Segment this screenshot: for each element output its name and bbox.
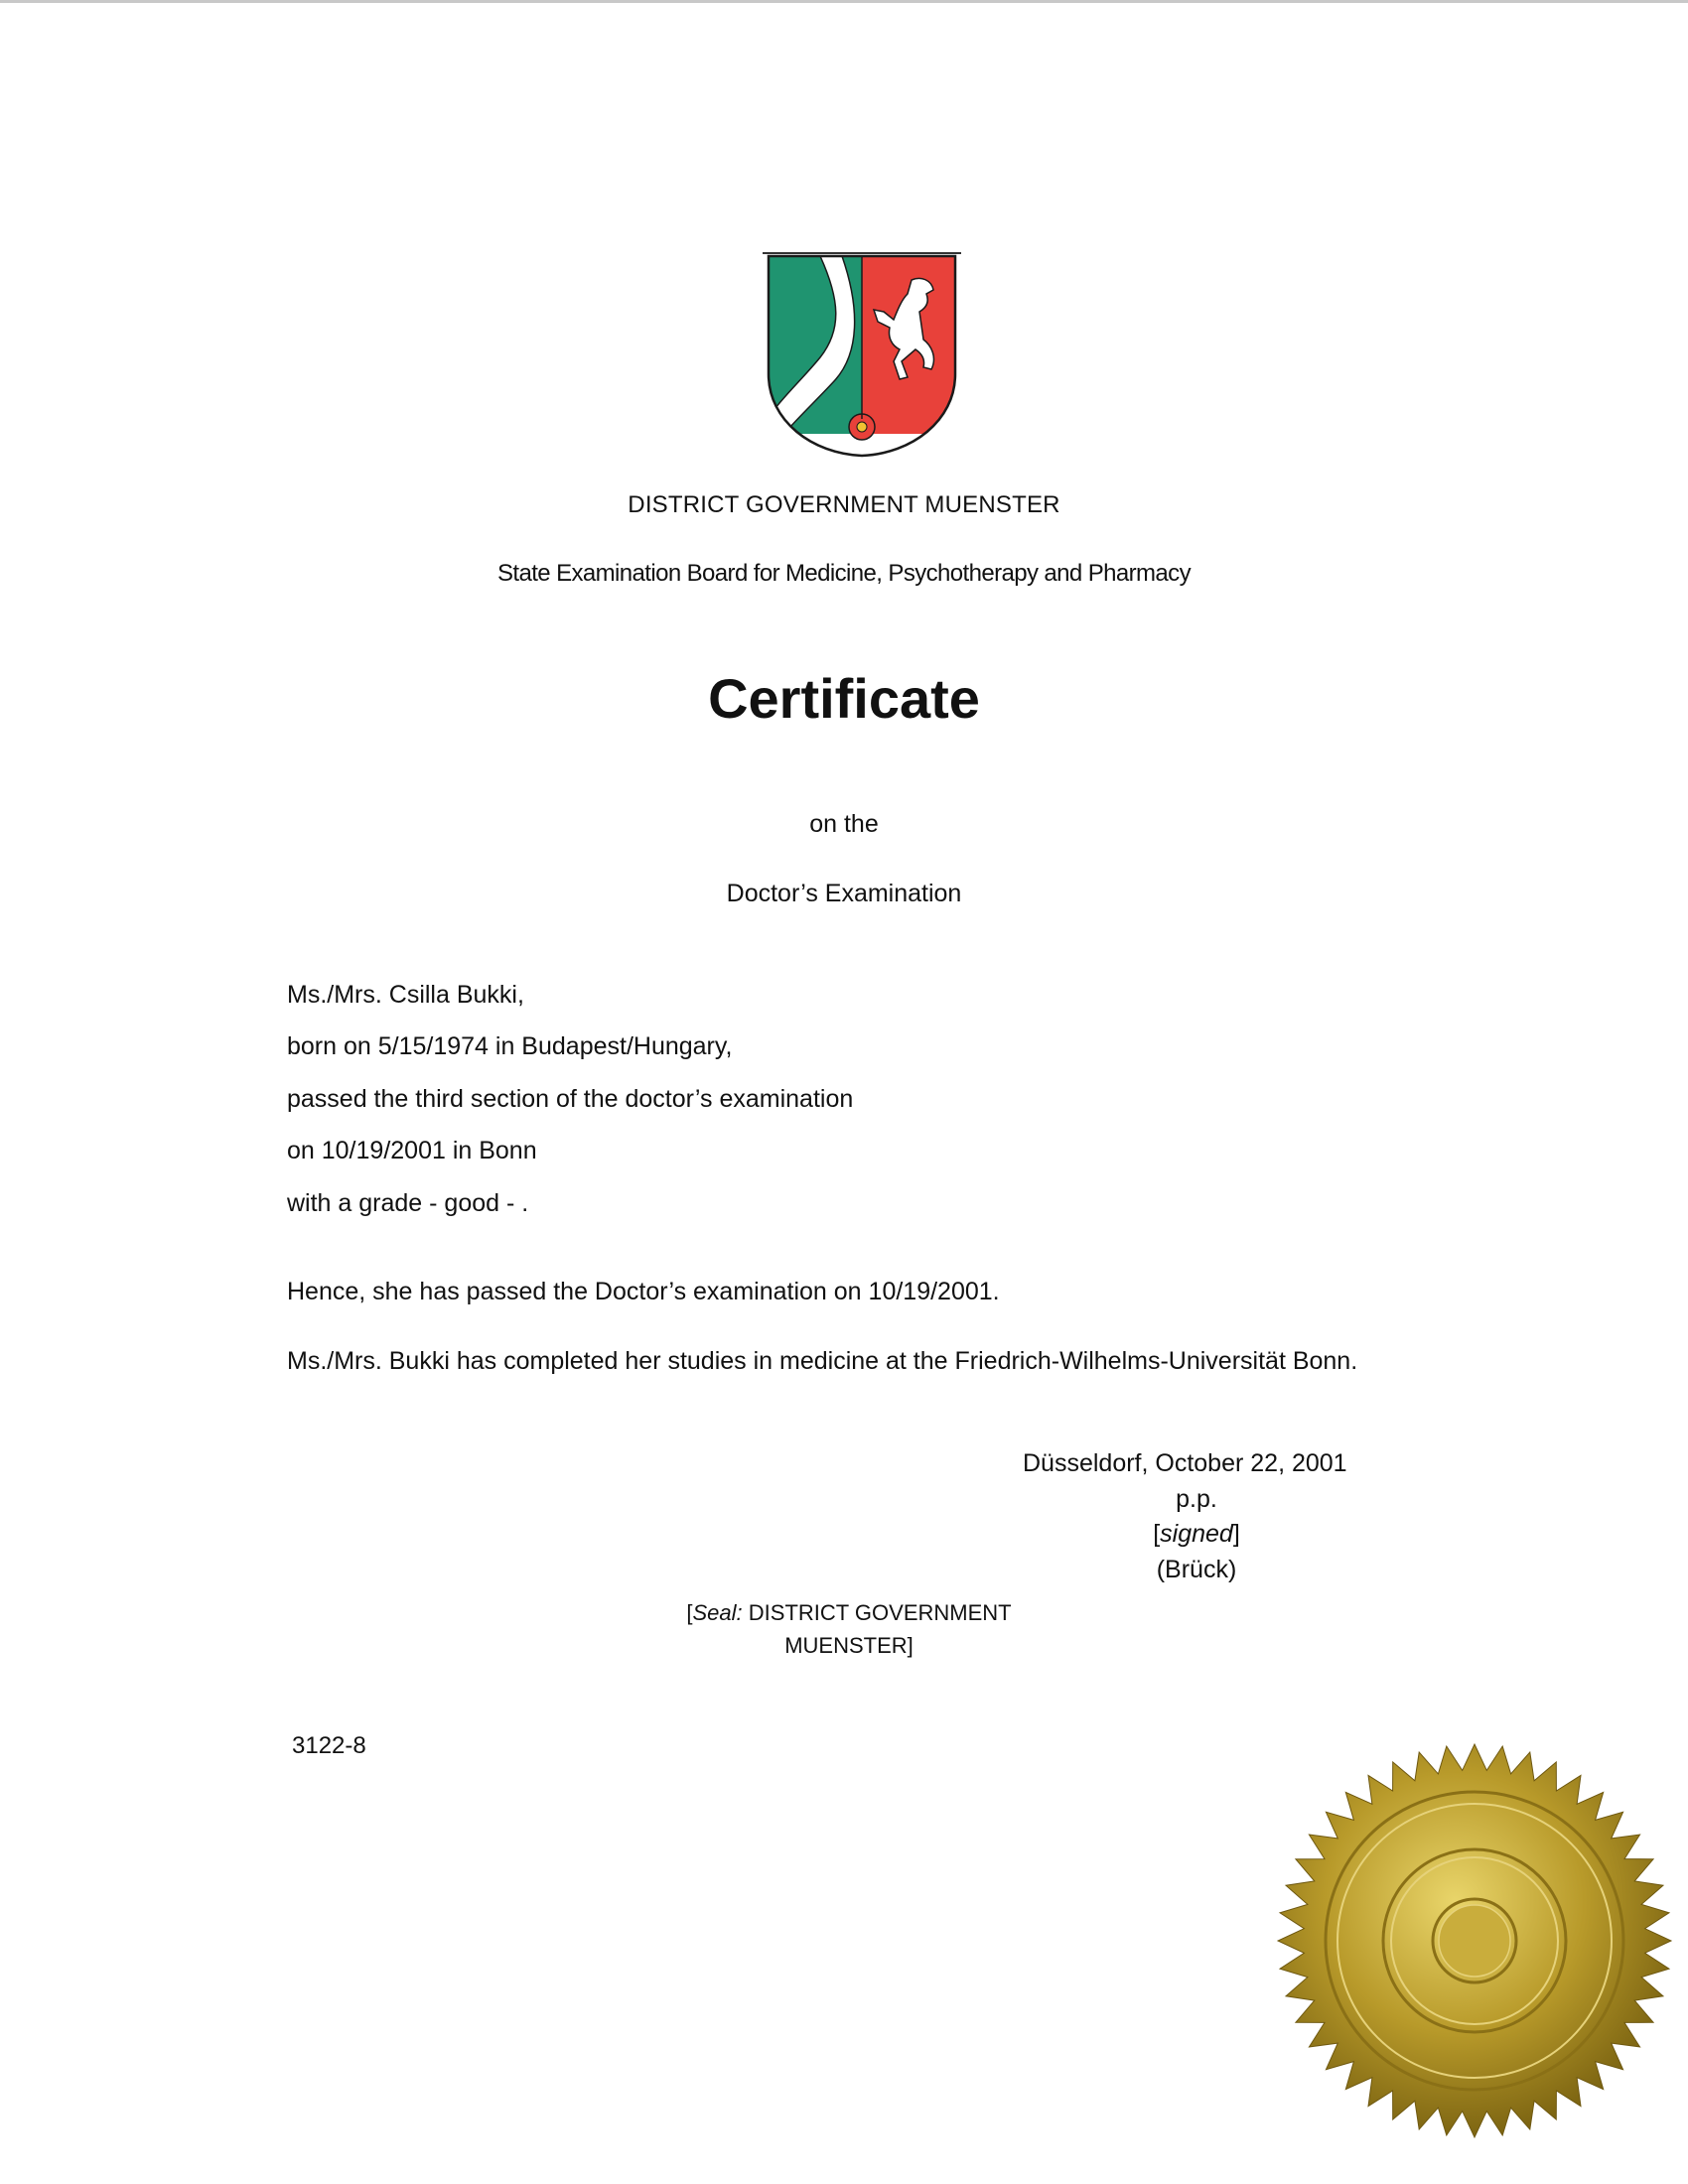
scan-edge-line	[0, 0, 1688, 3]
seal-note-bracket: [	[686, 1600, 693, 1625]
seal-note	[675, 1596, 1023, 1662]
body-line-section: passed the third section of the doctor’s examination	[287, 1085, 854, 1113]
conclusion-text: Hence, she has passed the Doctor’s examination on 10/19/2001.	[287, 1278, 1000, 1305]
body-line-name: Ms./Mrs. Csilla Bukki,	[287, 981, 524, 1009]
seal-note-text-2: MUENSTER]	[784, 1633, 914, 1658]
body-line-date: on 10/19/2001 in Bonn	[287, 1137, 537, 1164]
signature-pp: p.p.	[1176, 1485, 1217, 1513]
gold-seal-icon	[1276, 1742, 1673, 2139]
signatory-name: (Brück)	[1156, 1556, 1237, 1583]
signature-signed-note	[1132, 1520, 1261, 1549]
subtitle-line-1: on the	[809, 810, 879, 838]
body-line-birth: born on 5/15/1974 in Budapest/Hungary,	[287, 1032, 733, 1060]
subtitle-exam-name: Doctor’s Examination	[726, 880, 962, 907]
document-number: 3122-8	[292, 1732, 366, 1759]
examination-board: State Examination Board for Medicine, Psychotherapy and Pharmacy	[497, 560, 1191, 587]
signed-bracket-close: ]	[1232, 1520, 1240, 1548]
page-title: Certificate	[708, 667, 980, 730]
studies-text: Ms./Mrs. Bukki has completed her studies in medicine at the Friedrich-Wilhelms-Universität Bonn.	[287, 1347, 1358, 1375]
signed-text: signed	[1160, 1520, 1233, 1548]
signed-bracket-open: [	[1153, 1520, 1161, 1548]
seal-note-line-1	[675, 1596, 1023, 1629]
signature-place-date: Düsseldorf, October 22, 2001	[1023, 1449, 1347, 1477]
issuing-authority: DISTRICT GOVERNMENT MUENSTER	[628, 491, 1060, 518]
seal-note-text-1: DISTRICT GOVERNMENT	[748, 1600, 1012, 1625]
coat-of-arms-icon	[763, 250, 961, 459]
body-line-grade: with a grade - good - .	[287, 1189, 529, 1217]
seal-note-label: Seal:	[692, 1600, 743, 1625]
